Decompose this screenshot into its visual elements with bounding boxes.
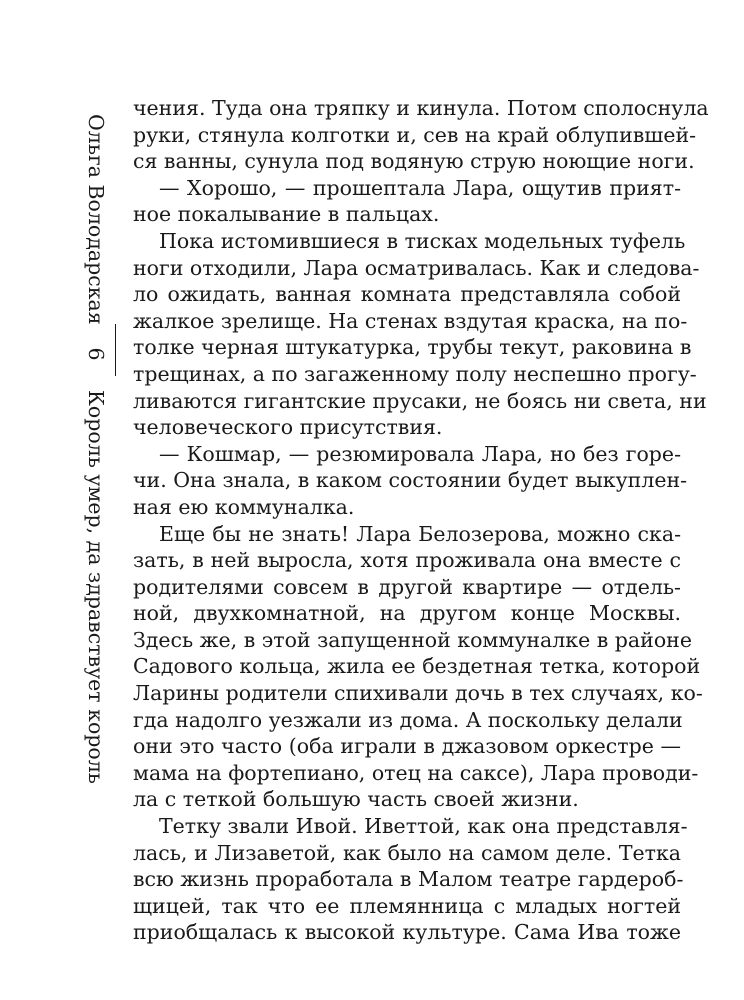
text-line: лась, и Лизаветой, как было на самом деле. Тетка: [133, 840, 681, 865]
text-line: ной, двухкомнатной, на другом конце Москвы.: [133, 601, 681, 626]
text-line: Тетку звали Ивой. Иветтой, как она представля-: [159, 814, 688, 839]
text-line: ная ею коммуналка.: [133, 494, 355, 519]
text-line: ся ванны, сунула под водяную струю ноющие ноги.: [133, 149, 695, 174]
text-line: Здесь же, в этой запущенной коммуналке в районе: [133, 627, 692, 652]
text-line: приобщалась к высокой культуре. Сама Ива тоже: [133, 920, 681, 945]
page-number: 6: [84, 347, 108, 361]
text-line: ло ожидать, ванная комната представляла собой: [133, 282, 681, 307]
text-line: мама на фортепиано, отец на саксе), Лара проводи-: [133, 760, 699, 785]
text-line: — Хорошо, — прошептала Лара, ощутив прият-: [159, 175, 681, 200]
text-line: жалкое зрелище. На стенах вздутая краска, на по-: [133, 308, 688, 333]
text-line: ла с теткой большую часть своей жизни.: [133, 787, 579, 812]
text-line: Садового кольца, жила ее бездетная тетка, которой: [133, 654, 701, 679]
text-line: родителями совсем в другой квартире — отдель-: [133, 574, 681, 599]
text-line: гда надолго уезжали из дома. А поскольку делали: [133, 707, 683, 732]
text-line: ноги отходили, Лара осматривалась. Как и следова-: [133, 255, 700, 280]
text-line: ливаются гигантские прусаки, не боясь ни света, ни: [133, 388, 707, 413]
text-line: они это часто (оба играли в джазовом оркестре —: [133, 734, 681, 759]
running-head-author: Ольга Володарская: [84, 114, 108, 325]
text-line: всю жизнь проработала в Малом театре гардероб-: [133, 867, 684, 892]
text-line: — Кошмар, — резюмировала Лара, но без горе-: [159, 441, 681, 466]
text-line: ное покалывание в пальцах.: [133, 202, 440, 227]
text-line: Еще бы не знать! Лара Белозерова, можно ска-: [159, 521, 681, 546]
running-head-text: [76, 114, 116, 854]
text-line: человеческого присутствия.: [133, 415, 443, 440]
running-head-book-title: Король умер, да здравствует король: [84, 390, 108, 784]
text-line: чения. Туда она тряпку и кинула. Потом сполоснула: [133, 96, 709, 120]
text-line: руки, стянула колготки и, сев на край облупившей-: [133, 122, 697, 147]
text-line: Ларины родители спихивали дочь в тех случаях, ко-: [133, 681, 703, 706]
text-line: толке черная штукатурка, трубы текут, раковина в: [133, 335, 692, 360]
body-text: [133, 95, 709, 946]
text-line: щицей, так что ее племянница с младых ногтей: [133, 893, 681, 918]
text-line: трещинах, а по загаженному полу неспешно прогу-: [133, 361, 697, 386]
running-head-divider: [115, 324, 116, 376]
text-line: Пока истомившиеся в тисках модельных туфель: [159, 228, 686, 253]
running-head: [76, 114, 116, 854]
text-line: зать, в ней выросла, хотя проживала она вместе с: [133, 548, 681, 573]
text-line: чи. Она знала, в каком состоянии будет выкуплен-: [133, 468, 688, 493]
